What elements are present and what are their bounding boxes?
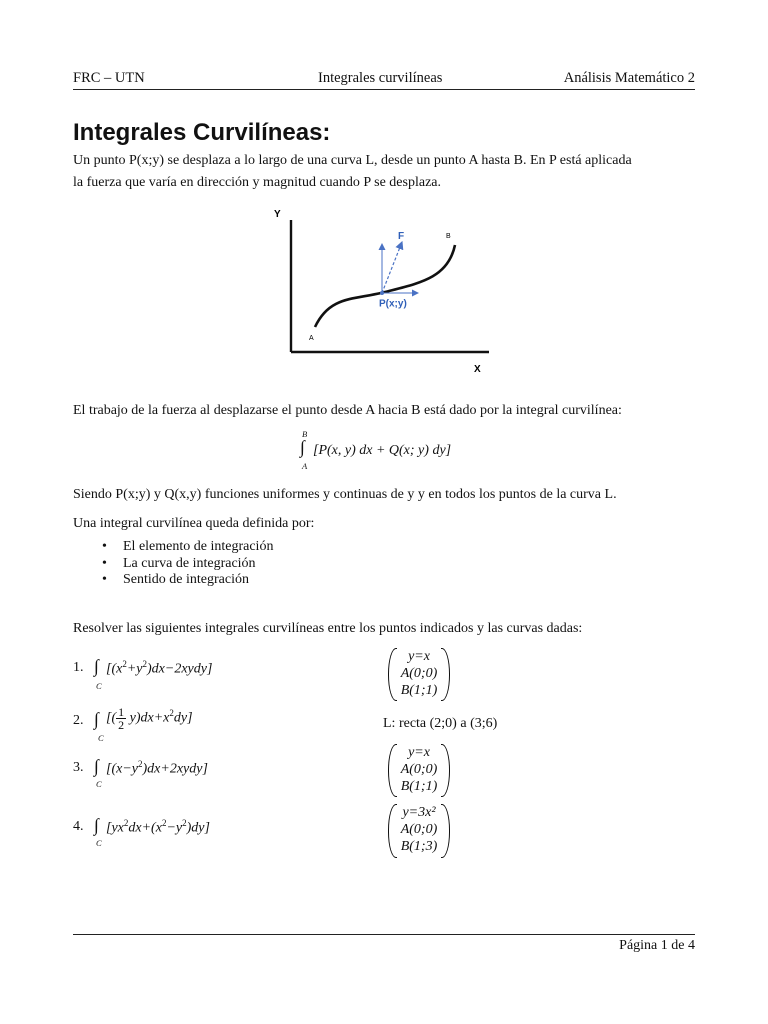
intro-paragraph xyxy=(73,150,698,194)
exercise-2-integrand: [( $\frac{1}{2}$ $y)dx+x^2dy$] xyxy=(106,705,193,732)
work-integral-sign: B ∫ A xyxy=(300,429,308,471)
exercise-4-conditions xyxy=(388,804,450,858)
exercise-1-number: 1. xyxy=(73,660,84,675)
condition-start: A(0;0) xyxy=(400,822,438,837)
bullet-list xyxy=(73,539,473,589)
exercise-4-integrand: $[yx^2dx+(x^2-y^2)dy]$ xyxy=(106,818,210,836)
page-title: Integrales Curvilíneas: xyxy=(73,119,331,146)
exercise-4-contour: C xyxy=(96,838,102,848)
header-center: Integrales curvilíneas xyxy=(318,70,443,86)
header-rule xyxy=(73,89,695,90)
list-item: • La curva de integración xyxy=(73,556,473,573)
list-item: • El elemento de integración xyxy=(73,539,473,556)
exercise-1-integrand: $[(x^2+y^2)dx-2xydy]$ xyxy=(106,659,213,677)
force-vector xyxy=(382,242,402,293)
exercise-3-conditions xyxy=(388,744,450,797)
integral-upper-limit: B xyxy=(302,429,308,439)
x-axis-label: X xyxy=(474,364,481,375)
condition-end: B(1;1) xyxy=(400,779,438,794)
exercise-4-number: 4. xyxy=(73,819,84,834)
condition-end: B(1;1) xyxy=(400,683,438,698)
condition-start: A(0;0) xyxy=(400,762,438,777)
point-p xyxy=(380,291,384,295)
footer-rule xyxy=(73,934,695,935)
exercise-intro: Resolver las siguientes integrales curvilíneas entre los puntos indicados y las curvas dadas: xyxy=(73,621,583,636)
exercise-2-condition: L: recta (2;0) a (3;6) xyxy=(383,716,498,731)
page-number: Página 1 de 4 xyxy=(619,938,695,953)
start-point-label: A xyxy=(309,335,314,342)
curve-figure xyxy=(260,200,500,380)
work-text: El trabajo de la fuerza al desplazarse el punto desde A hacia B está dado por la integral curvilínea: xyxy=(73,403,622,418)
exercise-3-integrand: $[(x-y^2)dx+2xydy]$ xyxy=(106,759,208,777)
exercise-1-contour: C xyxy=(96,681,102,691)
force-label: F xyxy=(398,231,405,242)
intro-line-1: Un punto P(x;y) se desplaza a lo largo de una curva L, desde un punto A hasta B. En P está aplicada xyxy=(73,153,632,168)
condition-start: A(0;0) xyxy=(400,666,438,681)
point-label: P(x;y) xyxy=(379,298,407,310)
exercise-1-conditions xyxy=(388,648,450,701)
exercise-2-contour: C xyxy=(98,733,104,743)
end-point-label: B xyxy=(446,233,451,240)
condition-end: B(1;3) xyxy=(400,839,438,854)
condition-curve: y=3x² xyxy=(402,805,436,820)
intro-line-2: la fuerza que varía en dirección y magnitud cuando P se desplaza. xyxy=(73,175,441,190)
header-left: FRC – UTN xyxy=(73,70,145,86)
exercise-2-number: 2. xyxy=(73,713,84,728)
exercise-3-number: 3. xyxy=(73,760,84,775)
y-axis-label: Y xyxy=(274,209,281,220)
condition-curve: y=x xyxy=(408,745,430,760)
integral-lower-limit: A xyxy=(302,461,308,471)
exercise-3-contour: C xyxy=(96,779,102,789)
condition-curve: y=x xyxy=(408,649,430,664)
siendo-text: Siendo P(x;y) y Q(x,y) funciones uniformes y continuas de y y en todos los puntos de la curva L. xyxy=(73,487,617,502)
work-integral-body: [P(x, y) dx + Q(x; y) dy] xyxy=(313,443,452,458)
list-item: • Sentido de integración xyxy=(73,572,473,589)
header-right: Análisis Matemático 2 xyxy=(563,70,695,86)
defined-text: Una integral curvilínea queda definida por: xyxy=(73,516,315,531)
